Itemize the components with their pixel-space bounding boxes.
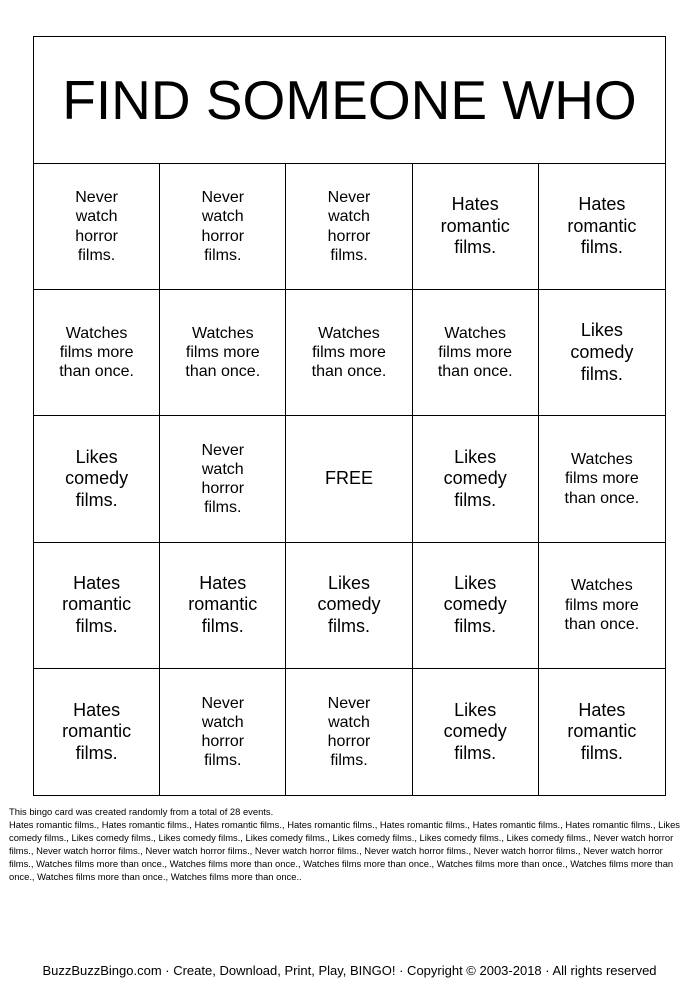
bingo-cell-r3-c5	[539, 416, 665, 542]
cell-text: Likes comedy films.	[443, 699, 507, 763]
info-line: once., Watches films more than once., Watches films more than once..	[9, 870, 302, 882]
bingo-cell-r5-c2	[160, 669, 286, 795]
cell-text: Likes comedy films.	[443, 446, 507, 510]
info-line: This bingo card was created randomly from a total of 28 events.	[9, 806, 274, 817]
cell-text: Likes comedy films.	[65, 446, 129, 510]
info-line: Hates romantic films., Hates romantic films., Hates romantic films., Hates romantic films., Hates romantic films., Hates romantic films., Hates romantic films., Likes	[9, 818, 680, 830]
cell-text: Never watch horror films.	[75, 189, 118, 264]
bingo-cell-r4-c2	[160, 543, 286, 669]
bingo-cell-r5-c4	[413, 669, 539, 795]
bingo-cell-r3-c2	[160, 416, 286, 542]
cell-text: Hates romantic films.	[62, 572, 132, 636]
footer-copyright: BuzzBuzzBingo.com · Create, Download, Print, Play, BINGO! · Copyright © 2003-2018 · All rights reserved	[42, 963, 657, 978]
cell-text: Watches films more than once.	[185, 325, 261, 381]
card-info-text	[9, 806, 690, 884]
cell-text: Likes comedy films.	[570, 320, 634, 384]
bingo-cell-r1-c1	[34, 164, 160, 290]
cell-text: Watches films more than once.	[564, 451, 640, 507]
bingo-cell-r2-c3	[286, 290, 412, 416]
cell-text: Watches films more than once.	[437, 325, 513, 381]
cell-text: Hates romantic films.	[567, 699, 637, 763]
info-line: films., Watches films more than once., Watches films more than once., Watches films more than once., Watches films more than once., Watches films more than	[9, 857, 674, 869]
info-line: comedy films., Likes comedy films., Likes comedy films., Likes comedy films., Likes comedy films., Likes comedy films., Likes comedy films., Never watch horror	[9, 831, 674, 843]
cell-text: Never watch horror films.	[201, 694, 245, 770]
cell-text: Watches films more than once.	[59, 325, 134, 381]
bingo-cell-r2-c1	[34, 290, 160, 416]
bingo-cell-r5-c5	[539, 669, 665, 795]
cell-text: Hates romantic films.	[567, 194, 637, 258]
free-space-label: FREE	[324, 468, 373, 489]
cell-text: Likes comedy films.	[317, 572, 381, 636]
card-title: FIND SOMEONE WHO	[34, 37, 665, 164]
bingo-cell-r1-c2	[160, 164, 286, 290]
bingo-cell-r4-c3	[286, 543, 412, 669]
bingo-cell-r2-c5	[539, 290, 665, 416]
bingo-card	[33, 36, 666, 796]
bingo-cell-r1-c4	[413, 164, 539, 290]
cell-text: Watches films more than once.	[564, 577, 640, 633]
bingo-cell-r4-c5	[539, 543, 665, 669]
bingo-cell-r4-c1	[34, 543, 160, 669]
cell-text: Hates romantic films.	[62, 699, 132, 763]
cell-text: Never watch horror films.	[327, 189, 371, 264]
bingo-cell-r2-c4	[413, 290, 539, 416]
cell-text: Hates romantic films.	[440, 194, 510, 258]
bingo-cell-r1-c3	[286, 164, 412, 290]
bingo-cell-r1-c5	[539, 164, 665, 290]
cell-text: Watches films more than once.	[311, 325, 387, 381]
cell-text: Hates romantic films.	[188, 572, 258, 636]
bingo-cell-r4-c4	[413, 543, 539, 669]
bingo-cell-free	[286, 416, 412, 542]
info-line: films., Never watch horror films., Never watch horror films., Never watch horror films., Never watch horror films., Never watch horror films., Never watch horror	[9, 844, 663, 856]
cell-text: Likes comedy films.	[443, 572, 507, 636]
bingo-cell-r2-c2	[160, 290, 286, 416]
bingo-cell-r3-c4	[413, 416, 539, 542]
bingo-cell-r5-c1	[34, 669, 160, 795]
bingo-grid	[34, 164, 665, 795]
cell-text: Never watch horror films.	[201, 441, 245, 517]
bingo-cell-r5-c3	[286, 669, 412, 795]
cell-text: Never watch horror films.	[201, 189, 245, 264]
bingo-cell-r3-c1	[34, 416, 160, 542]
cell-text: Never watch horror films.	[327, 694, 371, 770]
